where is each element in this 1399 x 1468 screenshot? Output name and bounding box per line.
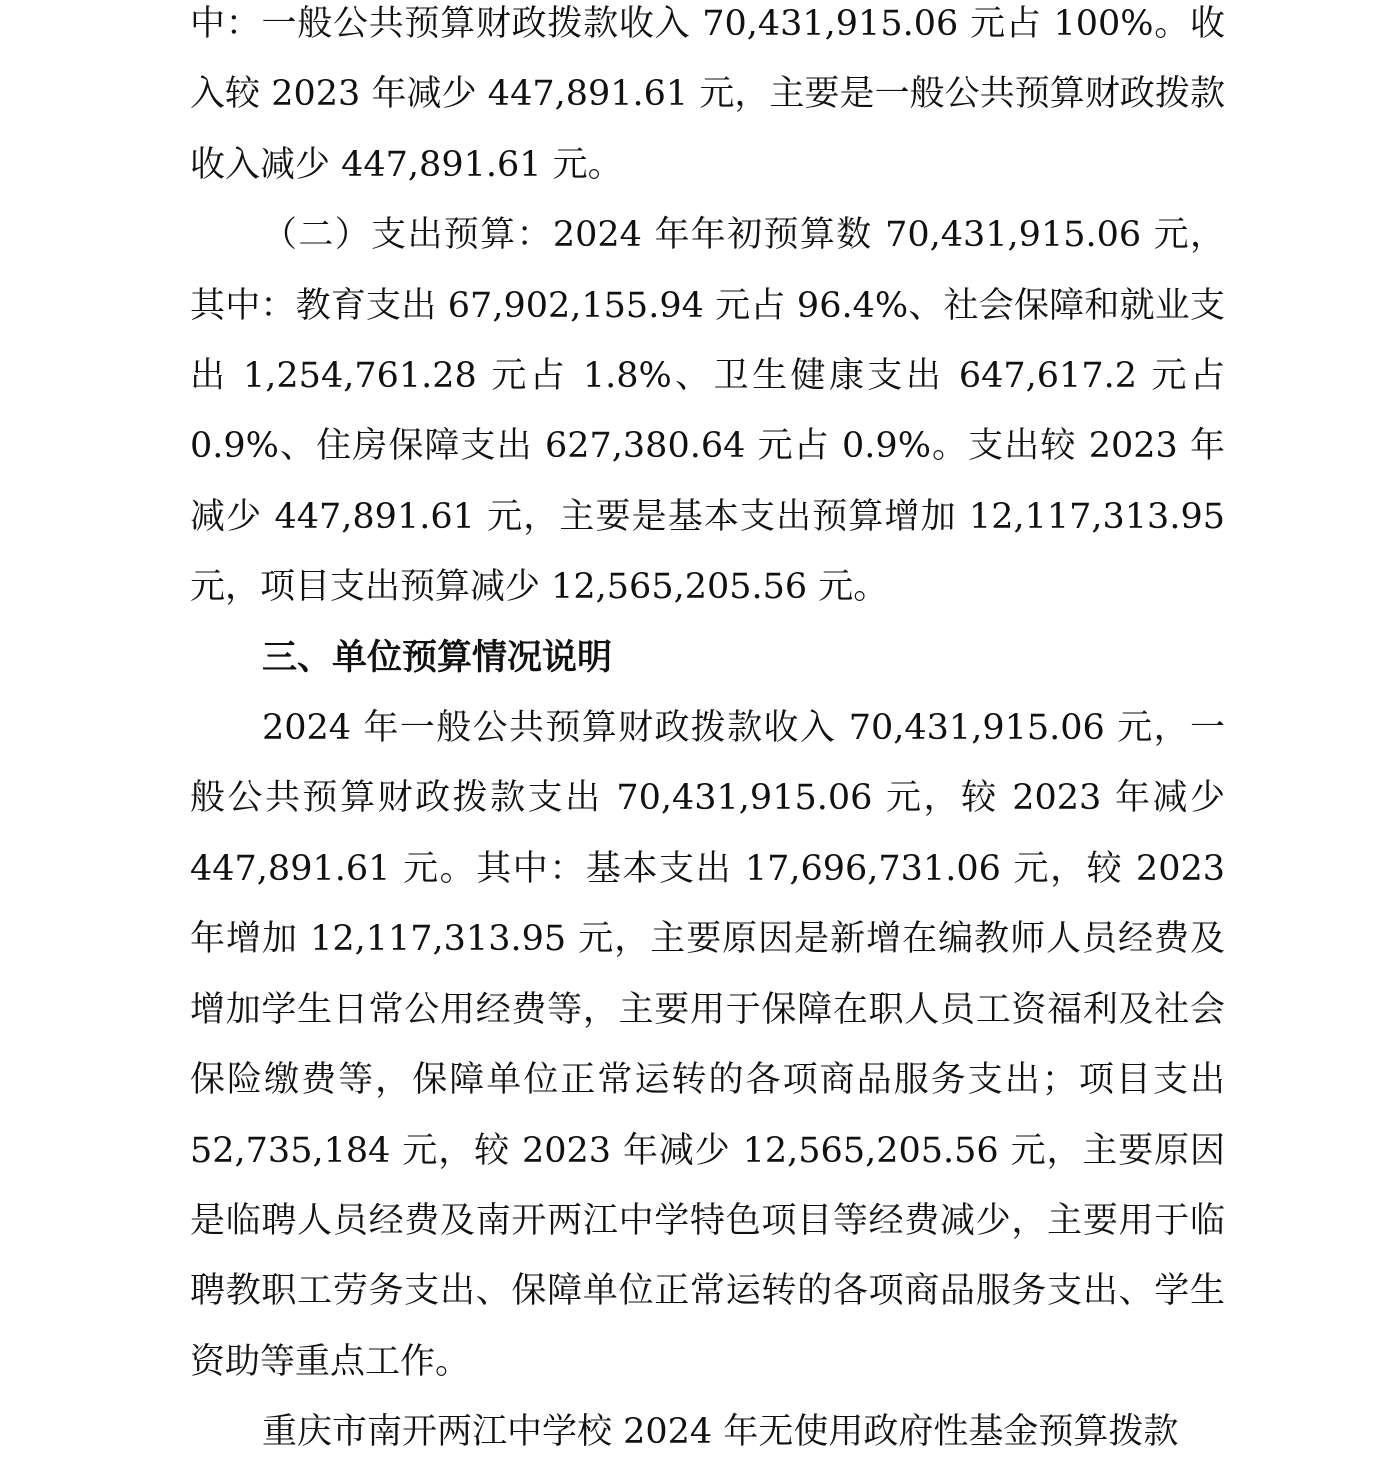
expenditure-budget-paragraph: （二）支出预算：2024 年年初预算数 70,431,915.06 元，其中：教育支出 67,902,155.94 元占 96.4%、社会保障和就业支出 1,254,761.28 元占 1.8%、卫生健康支出 647,617.2 元占 0.9%、住房保障支出 627,380.64 元占 0.9%。支出较 2023 年减少 447,891.61 元，主要是基本支出预算增加 12,117,313.95 元，项目支出预算减少 12,565,205.56 元。 bbox=[190, 215, 1225, 608]
section-heading: 三、单位预算情况说明 bbox=[262, 637, 613, 678]
unit-budget-paragraph: 2024 年一般公共预算财政拨款收入 70,431,915.06 元，一般公共预算财政拨款支出 70,431,915.06 元，较 2023 年减少 447,891.61 元。其中：基本支出 17,696,731.06 元，较 2023 年增加 12,117,313.95 元，主要原因是新增在编教师人员经费及增加学生日常公用经费等，主要用于保障在职人员工资福利及社会保险缴费等，保障单位正常运转的各项商品服务支出；项目支出 52,735,184 元，较 2023 年减少 12,565,205.56 元，主要原因是临聘人员经费及南开两江中学特色项目等经费减少，主要用于临聘教职工劳务支出、保障单位正常运转的各项商品服务支出、学生资助等重点工作。 bbox=[190, 708, 1225, 1382]
income-budget-paragraph: 中：一般公共预算财政拨款收入 70,431,915.06 元占 100%。收入较 2023 年减少 447,891.61 元，主要是一般公共预算财政拨款收入减少 447,891.61 元。 bbox=[190, 4, 1225, 185]
document-page bbox=[190, 0, 1225, 1468]
government-fund-paragraph: 重庆市南开两江中学校 2024 年无使用政府性基金预算拨款 bbox=[262, 1412, 1179, 1453]
